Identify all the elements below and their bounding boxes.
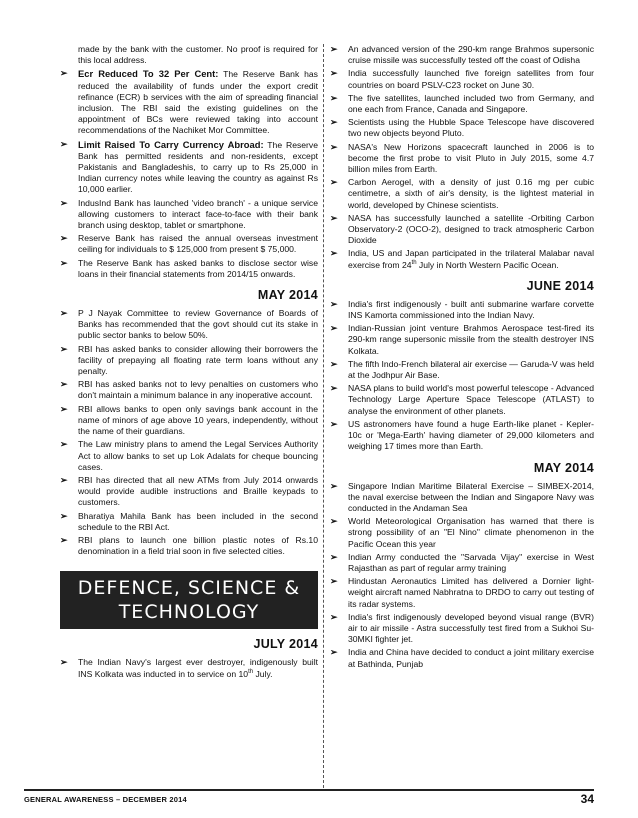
malabar-exercise-list <box>330 248 594 270</box>
list-item: ➢ NASA's New Horizons spacecraft launched in 2006 is to become the first probe to visit Pluto in July 2015, some 4.7 billion miles from Earth. <box>330 141 594 175</box>
list-item: ➢ Indian-Russian joint venture Brahmos Aerospace test-fired its 290-km range supersonic missile from the stealth destroyer INS Kolkata. <box>330 323 594 356</box>
list-item: ➢ India and China have decided to conduct a joint military exercise at Bathinda, Punjab <box>330 647 594 669</box>
footer-title: GENERAL AWARENESS – DECEMBER 2014 <box>24 795 187 804</box>
list-item: ➢ P J Nayak Committee to review Governance of Boards of Banks has recommended that the govt should cut its stake in public sector banks to below 50%. <box>60 308 318 341</box>
arrow-bullet-icon: ➢ <box>330 323 338 334</box>
list-item: ➢ Scientists using the Hubble Space Telescope have discovered two new objects beyond Pluto. <box>330 117 594 139</box>
arrow-bullet-icon: ➢ <box>330 516 338 527</box>
arrow-bullet-icon: ➢ <box>330 480 338 491</box>
list-item: ➢ The Indian Navy's largest ever destroyer, indigenously built INS Kolkata was inducted in to service on 10th July. <box>60 657 318 679</box>
right-column <box>330 44 594 672</box>
arrow-bullet-icon: ➢ <box>330 177 338 188</box>
page-footer <box>24 789 594 807</box>
banking-news-list <box>60 68 318 280</box>
heading-june-2014: JUNE 2014 <box>526 278 594 293</box>
list-item: ➢ RBI has asked banks to consider allowing their borrowers the facility of prepaying all floating rate term loans without any penalty. <box>60 343 318 377</box>
list-item: ➢ RBI plans to launch one billion plastic notes of Rs.10 denomination in a field trial soon in five selected cities. <box>60 534 318 557</box>
section-banner-defence: DEFENCE, SCIENCE & TECHNOLOGY <box>60 571 318 629</box>
page-number: 34 <box>580 792 594 806</box>
left-column <box>60 44 318 682</box>
list-item: ➢ Reserve Bank has raised the annual overseas investment ceiling for individuals to $ 125,000 from present $ 75,000. <box>60 233 318 255</box>
arrow-bullet-icon: ➢ <box>330 68 338 79</box>
arrow-bullet-icon: ➢ <box>330 611 338 622</box>
list-item: ➢ Indian Army conducted the "Sarvada Vijay" exercise in West Rajasthan as part of regular army training <box>330 551 594 573</box>
heading-july-2014: JULY 2014 <box>253 637 318 652</box>
column-divider <box>323 44 324 788</box>
arrow-bullet-icon: ➢ <box>60 68 68 79</box>
arrow-bullet-icon: ➢ <box>60 534 68 545</box>
list-item: ➢ IndusInd Bank has launched 'video branch' - a unique service allowing customers to interact face-to-face with their bank branch using desktop, tablet or smartphone. <box>60 197 318 231</box>
list-item: ➢ RBI has directed that all new ATMs from July 2014 onwards would provide audible instructions and Braille keypads to customers. <box>60 474 318 508</box>
list-item: ➢ NASA has successfully launched a satellite -Orbiting Carbon Observatory-2 (OCO-2), designed to track atmospheric Carbon Dioxide <box>330 212 594 246</box>
july-defence-list-continued <box>330 44 594 246</box>
list-item: ➢ Carbon Aerogel, with a density of just 0.16 mg per cubic centimetre, a sixth of air's density, is the lightest material in world, developed by Chinese scientists. <box>330 177 594 210</box>
arrow-bullet-icon: ➢ <box>60 257 68 268</box>
arrow-bullet-icon: ➢ <box>330 248 338 259</box>
list-item: ➢ An advanced version of the 290-km range Brahmos supersonic cruise missile was successfully tested off the coast of Odisha <box>330 44 594 66</box>
arrow-bullet-icon: ➢ <box>330 92 338 103</box>
arrow-bullet-icon: ➢ <box>60 308 68 319</box>
arrow-bullet-icon: ➢ <box>60 233 68 244</box>
heading-may-2014-banking: MAY 2014 <box>257 288 318 303</box>
arrow-bullet-icon: ➢ <box>330 358 338 369</box>
arrow-bullet-icon: ➢ <box>330 383 338 394</box>
list-item: ➢ The fifth Indo-French bilateral air exercise — Garuda-V was held at the Jodhpur Air Base. <box>330 358 594 381</box>
list-item: ➢ India, US and Japan participated in the trilateral Malabar naval exercise from 24th July in North Western Pacific Ocean. <box>330 248 594 270</box>
arrow-bullet-icon: ➢ <box>60 474 68 485</box>
arrow-bullet-icon: ➢ <box>60 138 68 149</box>
arrow-bullet-icon: ➢ <box>330 141 338 152</box>
arrow-bullet-icon: ➢ <box>330 117 338 128</box>
list-item: ➢ RBI has asked banks not to levy penalties on customers who don't maintain a minimum balance in any inoperative account. <box>60 379 318 401</box>
arrow-bullet-icon: ➢ <box>60 343 68 354</box>
may-banking-list <box>60 308 318 557</box>
arrow-bullet-icon: ➢ <box>60 197 68 208</box>
arrow-bullet-icon: ➢ <box>60 510 68 521</box>
list-item: ➢ Limit Raised To Carry Currency Abroad: The Reserve Bank has permitted residents and non-residents, except Pakistanis and Bangladeshis, to carry up to Rs 25,000 in Indian currency notes while leaving the country as against Rs 10,000 earlier. <box>60 138 318 195</box>
list-item: ➢ Singapore Indian Maritime Bilateral Exercise – SIMBEX-2014, the naval exercise between the Indian and Singapore Navy was conducted in the Andaman Sea <box>330 480 594 513</box>
arrow-bullet-icon: ➢ <box>60 403 68 414</box>
may-defence-list <box>330 481 594 670</box>
list-item: ➢ The five satellites, launched included two from Germany, and one each from France, Canada and Singapore. <box>330 92 594 115</box>
list-item: ➢ Bharatiya Mahila Bank has been included in the second schedule to the RBI Act. <box>60 510 318 532</box>
list-item: ➢ India successfully launched five foreign satellites from four countries on board PSLV-C23 rocket on June 30. <box>330 68 594 90</box>
heading-may-2014-defence: MAY 2014 <box>533 460 594 475</box>
arrow-bullet-icon: ➢ <box>60 657 68 668</box>
arrow-bullet-icon: ➢ <box>330 647 338 658</box>
arrow-bullet-icon: ➢ <box>330 298 338 309</box>
arrow-bullet-icon: ➢ <box>60 379 68 390</box>
list-item: ➢ Ecr Reduced To 32 Per Cent: The Reserve Bank has reduced the availability of funds under the export credit refinance (ECR) b services with the aim of spreading financial inclusion. The RBI said the existing guidelines on the appointment of BCs were reviewed taking into account recommendations of the Nachiket Mor Committee. <box>60 68 318 136</box>
arrow-bullet-icon: ➢ <box>330 576 338 587</box>
june-defence-list <box>330 299 594 453</box>
arrow-bullet-icon: ➢ <box>330 551 338 562</box>
arrow-bullet-icon: ➢ <box>60 439 68 450</box>
list-item: ➢ NASA plans to build world's most powerful telescope - Advanced Technology Large Aperture Space Telescope (ATLAST) to analyse the environment of other planets. <box>330 383 594 416</box>
list-item: ➢ India's first indigenously developed beyond visual range (BVR) air to air missile - Astra successfully test fired from a Sukhoi Su-30MKI fighter jet. <box>330 611 594 645</box>
arrow-bullet-icon: ➢ <box>330 44 338 54</box>
list-item: ➢ The Reserve Bank has asked banks to disclose sector wise loans in their financial statements from 2014/15 onwards. <box>60 257 318 279</box>
list-item: ➢ World Meteorological Organisation has warned that there is strong possibility of an "El Nino" climate phenomenon in the Pacific Ocean this year <box>330 516 594 549</box>
arrow-bullet-icon: ➢ <box>330 418 338 429</box>
list-item: ➢ India's first indigenously - built anti submarine warfare corvette INS Kamorta commissioned into the Indian Navy. <box>330 298 594 321</box>
arrow-bullet-icon: ➢ <box>330 212 338 223</box>
july-defence-list <box>60 657 318 679</box>
list-item: ➢ RBI allows banks to open only savings bank account in the name of minors of age above 10 years, independently, without the name of their guardians. <box>60 403 318 437</box>
continuation-text: made by the bank with the customer. No proof is required for this local address. <box>78 44 318 66</box>
list-item: ➢ The Law ministry plans to amend the Legal Services Authority Act to allow banks to set up Lok Adalats for cheque bouncing cases. <box>60 439 318 472</box>
list-item: ➢ US astronomers have found a huge Earth-like planet - Kepler-10c or 'Mega-Earth' having diameter of 29,000 kilometers and weighing 17 times more than Earth. <box>330 418 594 452</box>
list-item: ➢ Hindustan Aeronautics Limited has delivered a Dornier light-weight aircraft named Nabhratna to DRDO to carry out testing of its radar systems. <box>330 576 594 609</box>
